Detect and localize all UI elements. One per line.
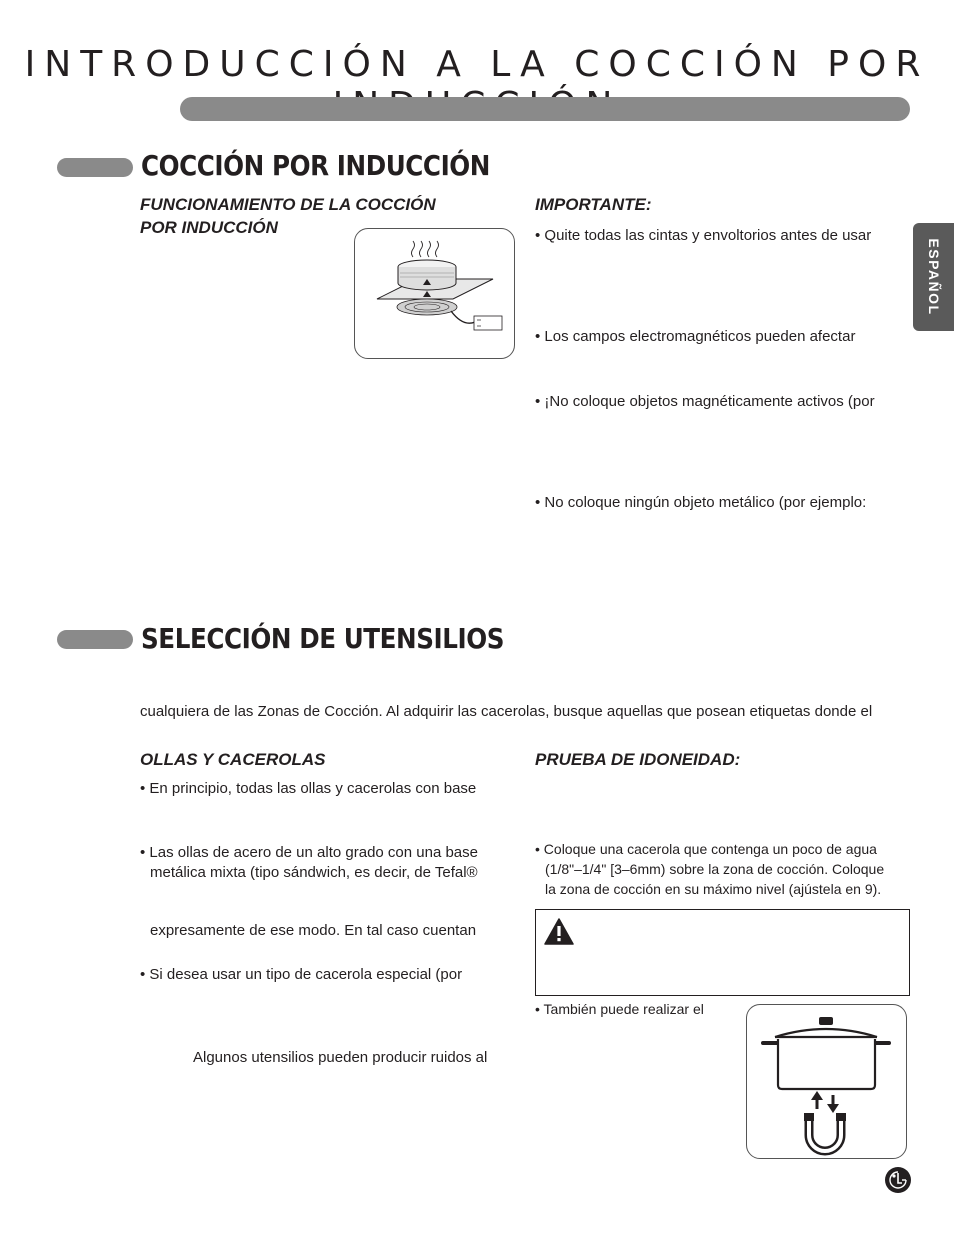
ollas-bullet: • Si desea usar un tipo de cacerola especial (por	[140, 966, 463, 983]
ollas-note: Algunos utensilios pueden producir ruidos al	[193, 1049, 488, 1066]
prueba-bullet-continued: (1/8"–1/4" [3–6mm) sobre la zona de cocción. Coloque	[545, 861, 885, 877]
section-heading-coccion: COCCIÓN POR INDUCCIÓN	[141, 149, 490, 182]
caution-box	[535, 909, 910, 996]
subheading-line: FUNCIONAMIENTO DE LA COCCIÓN	[140, 195, 436, 214]
section-pill	[57, 630, 133, 649]
magnet-test-diagram	[746, 1004, 907, 1159]
page-title: INTRODUCCIÓN A LA COCCIÓN POR	[24, 44, 930, 85]
ollas-bullet: • Las ollas de acero de un alto grado con una base	[140, 844, 478, 861]
language-tab-label: ESPAÑOL	[925, 238, 942, 316]
importante-bullet: • No coloque ningún objeto metálico (por ejemplo:	[535, 494, 867, 511]
section-heading-utensilios: SELECCIÓN DE UTENSILIOS	[141, 622, 505, 655]
prueba-bullet: • Coloque una cacerola que contenga un poco de agua	[535, 841, 877, 857]
importante-bullet: • Quite todas las cintas y envoltorios antes de usar	[535, 227, 872, 244]
section-pill	[57, 158, 133, 177]
ollas-bullet: • En principio, todas las ollas y cacerolas con base	[140, 780, 477, 797]
importante-bullet: • ¡No coloque objetos magnéticamente activos (por	[535, 393, 875, 410]
importante-bullet: • Los campos electromagnéticos pueden afectar	[535, 328, 856, 345]
title-bar	[180, 97, 910, 121]
prueba-subheading: PRUEBA DE IDONEIDAD:	[535, 750, 741, 769]
importante-subheading: IMPORTANTE:	[535, 195, 652, 214]
lg-logo	[885, 1167, 911, 1193]
language-tab	[913, 223, 954, 331]
lg-logo-icon	[885, 1167, 911, 1193]
ollas-subheading: OLLAS Y CACEROLAS	[140, 750, 326, 769]
ollas-continuation: expresamente de ese modo. En tal caso cuentan	[150, 922, 477, 939]
ollas-bullet-continued: metálica mixta (tipo sándwich, es decir, de Tefal®	[150, 864, 478, 881]
induction-diagram-icon	[355, 229, 514, 358]
section2-intro: cualquiera de las Zonas de Cocción. Al adquirir las cacerolas, busque aquellas que posean etiquetas donde el	[140, 703, 873, 720]
induction-diagram	[354, 228, 515, 359]
magnet-pot-icon	[747, 1005, 906, 1158]
prueba-bullet: • También puede realizar el	[535, 1001, 704, 1017]
warning-triangle-icon	[544, 918, 574, 945]
subheading-line: POR INDUCCIÓN	[140, 218, 278, 237]
prueba-bullet-continued: la zona de cocción en su máximo nivel (ajústela en 9).	[545, 881, 882, 897]
